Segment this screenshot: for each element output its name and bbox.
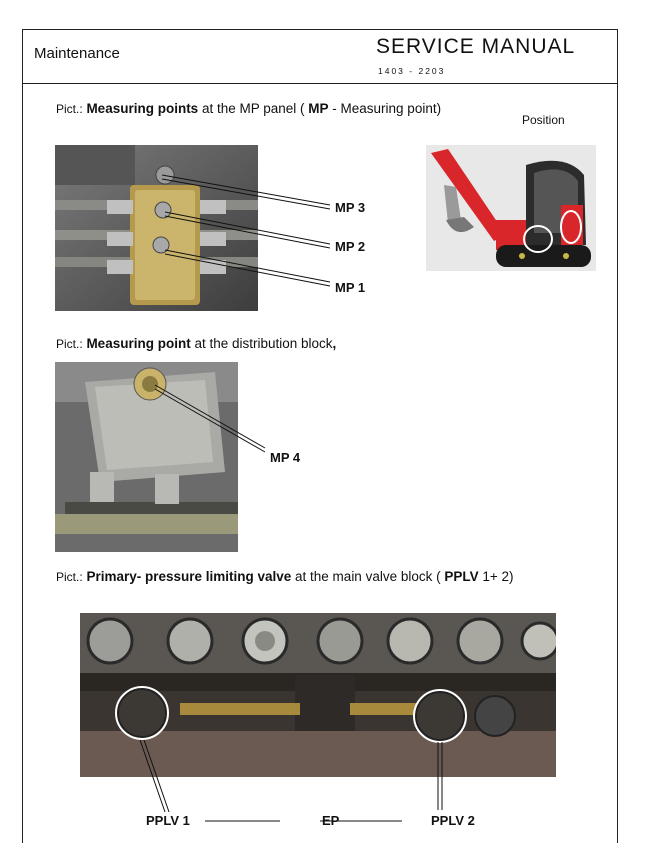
header-rule xyxy=(22,83,618,84)
mp-panel-leaders xyxy=(150,170,340,295)
position-label: Position xyxy=(522,113,565,127)
label-pplv2: PPLV 2 xyxy=(431,813,475,828)
label-ep: EP xyxy=(322,813,340,828)
label-mp3: MP 3 xyxy=(335,200,366,215)
excavator-position-photo xyxy=(426,145,596,271)
label-mp4: MP 4 xyxy=(270,450,301,465)
label-mp1: MP 1 xyxy=(335,280,366,295)
manual-title: SERVICE MANUAL xyxy=(376,35,576,58)
label-mp2: MP 2 xyxy=(335,239,366,254)
section-title: Maintenance xyxy=(34,45,120,62)
caption-mp-panel: Pict.: Measuring points at the MP panel ( MP - Measuring point) xyxy=(56,101,442,116)
version-range: 1403 - 2203 xyxy=(378,66,446,76)
label-pplv1: PPLV 1 xyxy=(146,813,190,828)
distribution-leader xyxy=(150,380,270,460)
caption-distribution-block: Pict.: Measuring point at the distribution block, xyxy=(56,336,337,351)
caption-pplv: Pict.: Primary- pressure limiting valve at the main valve block ( PPLV 1+ 2) xyxy=(56,569,514,584)
